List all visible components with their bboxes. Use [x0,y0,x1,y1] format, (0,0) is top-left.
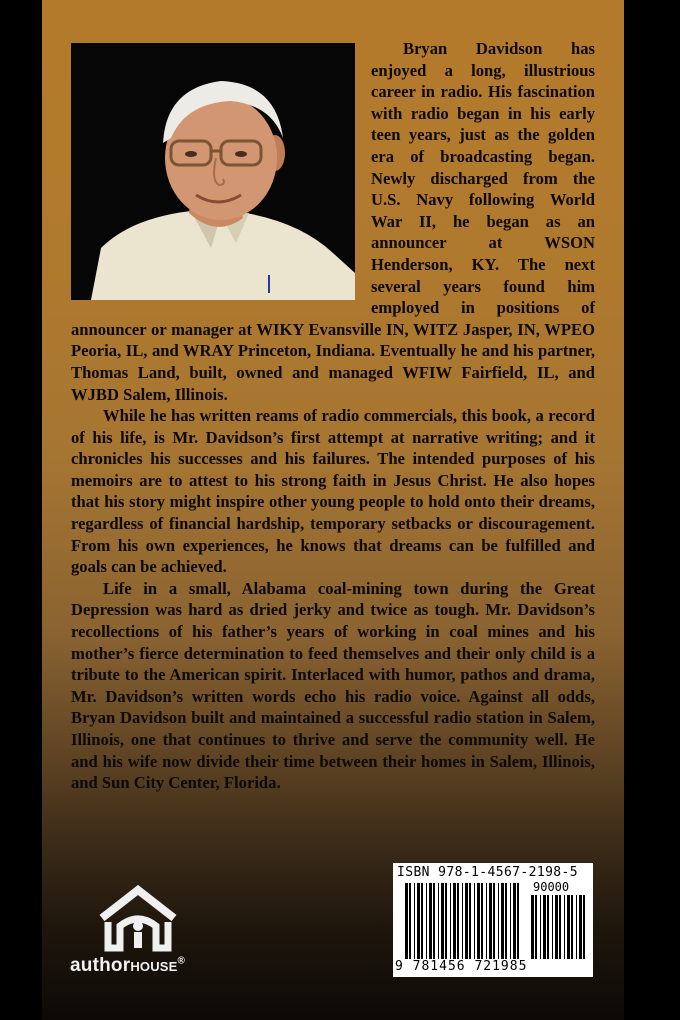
barcode-bar [409,883,411,959]
barcode-bar [535,895,537,959]
barcode-bar [426,883,427,959]
barcode-bar [429,883,432,959]
barcode-bar [555,895,558,959]
barcode-bar [481,883,483,959]
bio-paragraph-1: Bryan Davidson has enjoyed a long, illustrious career in radio. His fascination with radio began in his early teen years, just as the golden era of broadcasting began. Newly discharged from the U.S. Navy following World War II, he began as an announcer at WSON Henderson, KY. The next several years found him employed in positions of announcer or manager at WIKY Evansville IN, WITZ Jasper, IN, WPEO Peoria, IL, and WRAY Princeton, Indiana. Eventually he and his partner, Thomas Land, built, owned and managed WFIW Fairfield, IL, and WJBD Salem, Illinois. [71,39,595,404]
barcode-bar [486,883,487,959]
registered-mark: ® [177,955,186,967]
barcode-bar [474,883,475,959]
barcode-bar [552,895,553,959]
barcode-bar [564,895,565,959]
barcode-bar [417,883,420,959]
barcode-bar [583,895,585,959]
barcode-bar [576,895,577,959]
barcode-bar [498,883,499,959]
barcode-bar [571,895,573,959]
barcode-bar [465,883,468,959]
bio-paragraph-2: While he has written reams of radio commercials, this book, a record of his life, is Mr. Davidson’s first attempt at narrative writing; and it chronicles his successes and his failures. The intended purposes of his memoirs are to attest to his strong faith in Jesus Christ. He also hopes that his story might inspire other young people to hold onto their dreams, regardless of financial hardship, temporary setbacks or discouragement. From his own experiences, he knows that dreams can be fulfilled and goals can be achieved. [71,406,595,577]
barcode-bar [540,895,541,959]
barcode-bar [450,883,451,959]
barcode-bar [531,895,534,959]
ean-digits: 9 781456 721985 [395,959,528,974]
barcode-bar [501,883,504,959]
barcode-bar [462,883,463,959]
barcode-bar [517,883,519,959]
barcode-bar [477,883,480,959]
barcode-bar [445,883,447,959]
barcode-bar [453,883,456,959]
barcode-bar [493,883,495,959]
barcode-bar [547,895,549,959]
isbn-label: ISBN 978-1-4567-2198-5 [397,865,578,880]
barcode-bar [433,883,435,959]
price-code: 90000 [533,880,570,894]
barcode-bar [505,883,507,959]
barcode-bar [469,883,471,959]
barcode-bar [513,883,516,959]
publisher-name-upper: HOUSE [130,959,178,974]
barcode-bar [579,895,582,959]
barcode-bar [559,895,561,959]
photo-spacer [71,38,371,304]
barcode-bar [510,883,511,959]
barcode-bar [441,883,444,959]
barcode-bar [567,895,570,959]
barcode-bar [421,883,423,959]
bio-paragraph-3: Life in a small, Alabama coal-mining town during the Great Depression was hard as dried jerky and twice as tough. Mr. Davidson’s recollections of his father’s years of working in coal mines and his mother’s fierce determination to feed themselves and their only child is a tribute to the American spirit. Interlaced with humor, pathos and drama, Mr. Davidson’s written words echo his radio voice. Against all odds, Bryan Davidson built and maintained a successful radio station in Salem, Illinois, one that continues to thrive and serve the community well. He and his wife now divide their time between their homes in Salem, Illinois, and Sun City Center, Florida. [71,578,595,793]
author-bio [71,38,595,794]
barcode-bar [489,883,492,959]
barcode-bar [438,883,439,959]
publisher-logo-text [70,955,185,977]
barcode-bar [405,883,408,959]
barcode-bar [414,883,415,959]
barcode-bar [457,883,459,959]
publisher-name-lower: author [70,955,131,976]
barcode-bar [543,895,546,959]
isbn-barcode [393,863,593,977]
